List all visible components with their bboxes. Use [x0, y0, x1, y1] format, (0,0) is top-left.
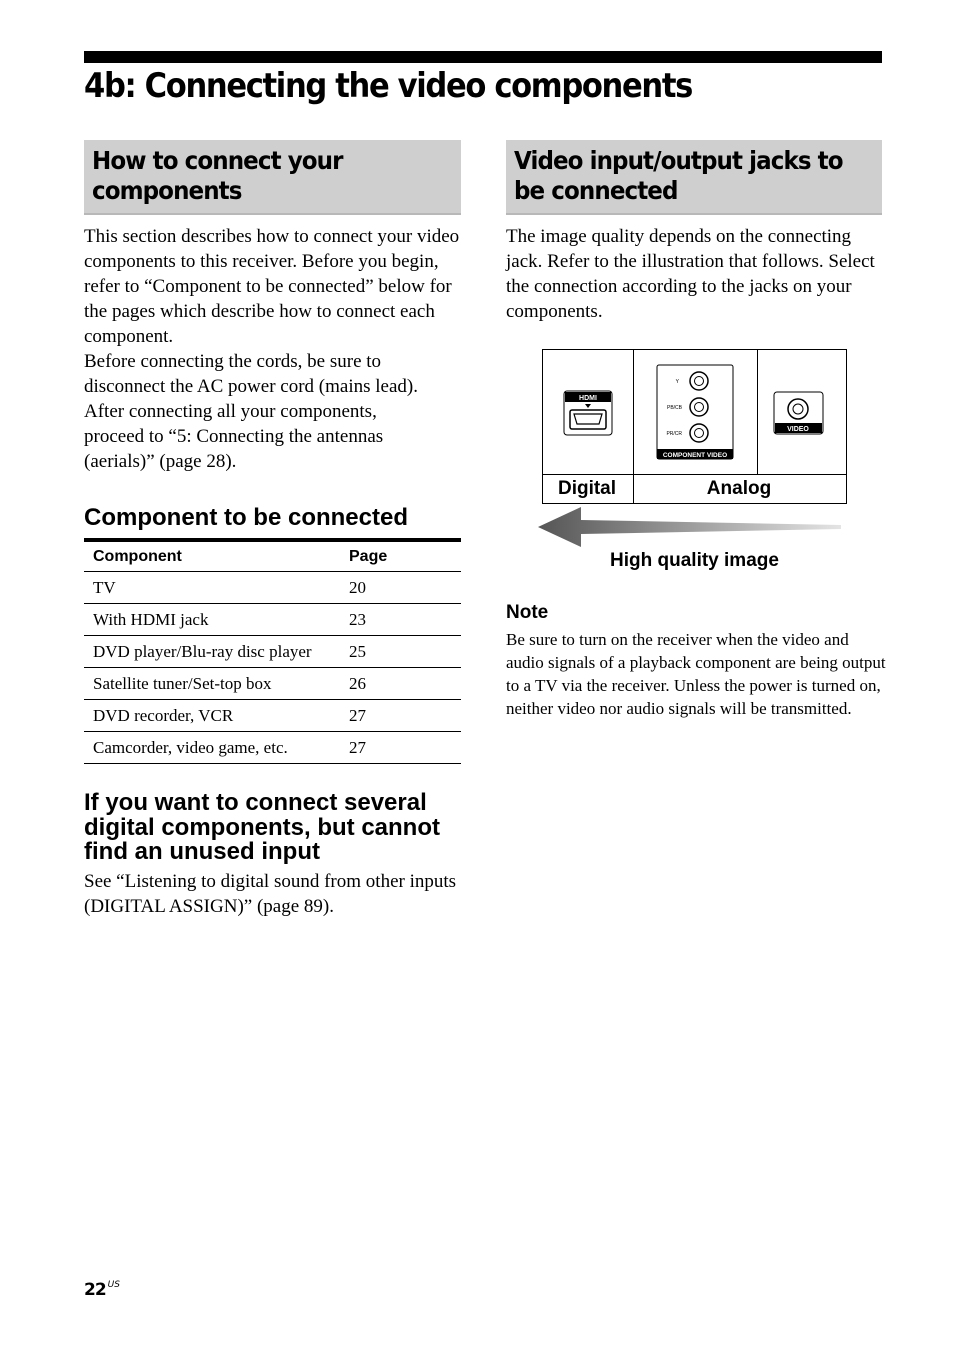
page-number-suffix: US [107, 1280, 120, 1290]
digital-label: Digital [557, 478, 617, 499]
quality-arrow-icon [536, 505, 846, 549]
page-cell: 27 [340, 732, 461, 764]
note-heading: Note [506, 602, 549, 623]
page-cell: 26 [340, 668, 461, 700]
section-heading-video-jacks [506, 140, 882, 215]
jack-quality-diagram [542, 349, 847, 504]
table-row [84, 732, 461, 764]
table-row [84, 572, 461, 604]
analog-label: Analog [706, 478, 772, 499]
column-header-component: Component [84, 540, 340, 572]
section-heading-text: How to connect your components [92, 146, 343, 205]
several-components-heading: If you want to connect several digital components, but cannot find an unused input [84, 789, 440, 865]
section-heading-how-to-connect [84, 140, 461, 215]
composite-video-jack-icon [774, 392, 823, 434]
table-row [84, 668, 461, 700]
page-cell: 23 [340, 604, 461, 636]
hdmi-jack-icon [564, 391, 612, 435]
component-cell: With HDMI jack [84, 604, 340, 636]
video-label: VIDEO [787, 426, 809, 433]
component-video-label: COMPONENT VIDEO [662, 452, 728, 459]
arrow-caption: High quality image [610, 550, 779, 571]
title-rule [84, 51, 882, 63]
section-heading-text: Video input/output jacks to be connected [514, 146, 843, 205]
image-quality-paragraph: The image quality depends on the connecting jack. Refer to the illustration that follows. Select the connection according to the jacks on your components. [506, 226, 875, 322]
table-row [84, 700, 461, 732]
jack-label-y: Y [675, 379, 679, 385]
jack-label-pr: PR/CR [666, 431, 682, 437]
page-cell: 20 [340, 572, 461, 604]
page-title: 4b: Connecting the video components [84, 66, 692, 106]
page-cell: 27 [340, 700, 461, 732]
page-number [84, 1280, 120, 1300]
jack-label-pb: PB/CB [666, 405, 682, 411]
table-heading: Component to be connected [84, 504, 408, 531]
component-cell: Satellite tuner/Set-top box [84, 668, 340, 700]
component-table [84, 538, 461, 764]
table-row [84, 636, 461, 668]
component-cell: DVD recorder, VCR [84, 700, 340, 732]
component-cell: Camcorder, video game, etc. [84, 732, 340, 764]
after-paragraph: After connecting all your components, proceed to “5: Connecting the antennas (aerials)” (page 28). [84, 401, 384, 472]
page-number-value: 22 [84, 1280, 106, 1300]
table-header-row [84, 540, 461, 572]
page-cell: 25 [340, 636, 461, 668]
component-cell: TV [84, 572, 340, 604]
intro-paragraph: This section describes how to connect your video components to this receiver. Before you begin, refer to “Component to be connected” below for the pages which describe how to connect each component. [84, 226, 460, 347]
component-cell: DVD player/Blu-ray disc player [84, 636, 340, 668]
column-header-page: Page [340, 540, 461, 572]
caution-paragraph: Before connecting the cords, be sure to disconnect the AC power cord (mains lead). [84, 351, 418, 397]
hdmi-label: HDMI [579, 395, 597, 402]
component-video-jacks-icon [657, 365, 733, 459]
several-components-text: See “Listening to digital sound from other inputs (DIGITAL ASSIGN)” (page 89). [84, 871, 457, 917]
note-text: Be sure to turn on the receiver when the video and audio signals of a playback component are being output to a TV via the receiver. Unless the power is turned on, neither video nor audio signals will be transmitted. [506, 630, 886, 718]
table-row [84, 604, 461, 636]
